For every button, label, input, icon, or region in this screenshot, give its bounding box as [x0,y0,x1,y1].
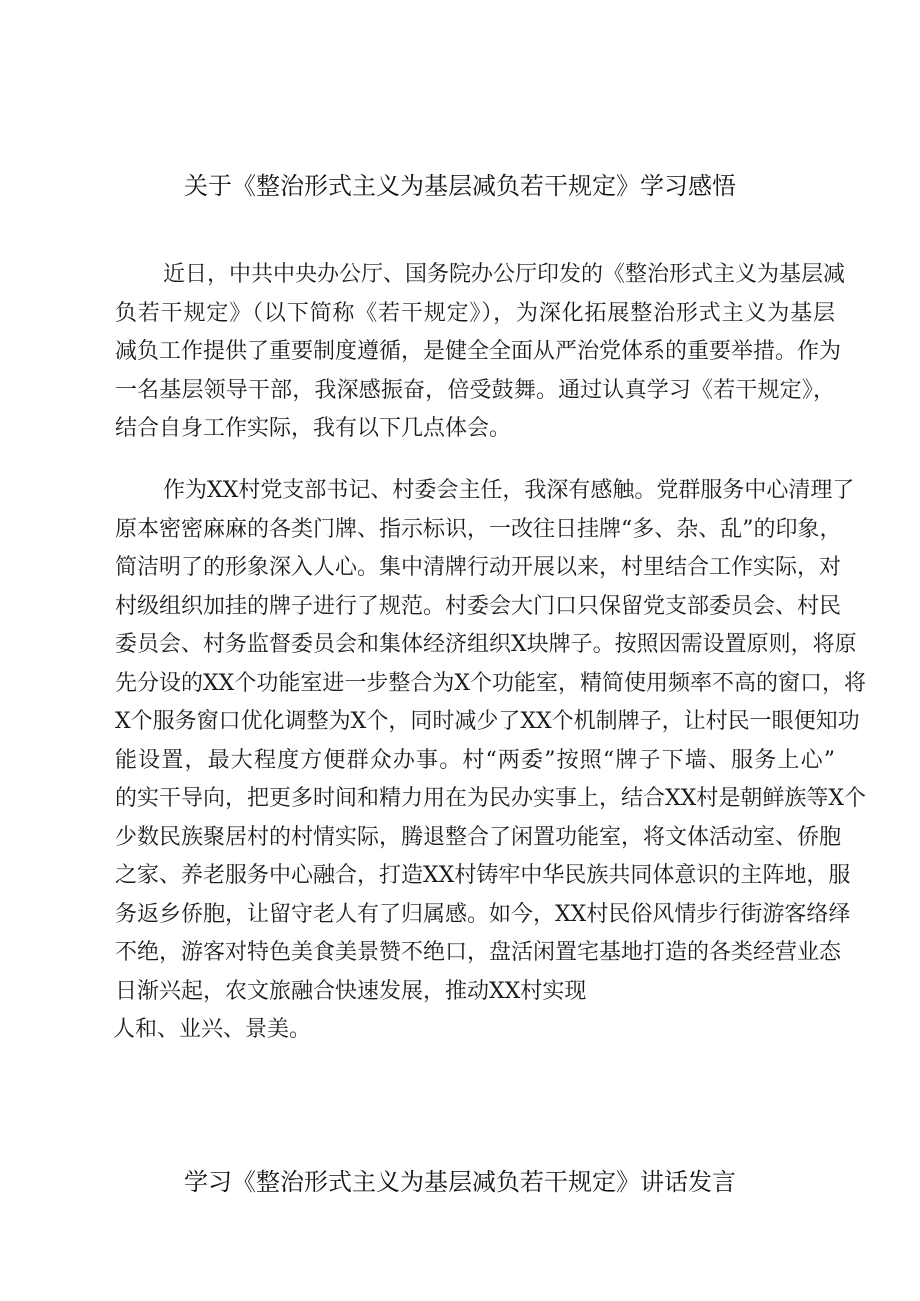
paragraph-line: 的实干导向，把更多时间和精力用在为民办实事上，结合XX村是朝鲜族等X个 [115,786,866,811]
paragraph-line: 人和、业兴、景美。 [113,1017,312,1042]
paragraph-line: 近日，中共中央办公厅、国务院办公厅印发的《整治形式主义为基层减 [163,262,846,287]
paragraph-line: 委员会、村务监督委员会和集体经济组织X块牌子。按照因需设置原则，将原 [115,632,857,657]
paragraph-line: 结合自身工作实际，我有以下几点体会。 [115,416,512,441]
paragraph-line: 减负工作提供了重要制度遵循，是健全全面从严治党体系的重要举措。作为 [115,339,842,364]
paragraph-line: 日渐兴起，农文旅融合快速发展，推动XX村实现 [115,978,587,1004]
paragraph-line: 作为XX村党支部书记、村委会主任，我深有感触。党群服务中心清理了 [163,478,855,503]
section-title: 学习《整治形式主义为基层减负若干规定》讲话发言 [184,1168,736,1196]
paragraph-line: 负若干规定》（以下简称《若干规定》），为深化拓展整治形式主义为基层 [115,300,835,326]
document-title: 关于《整治形式主义为基层减负若干规定》学习感悟 [184,172,736,200]
paragraph-line: 先分设的XX个功能室进一步整合为X个功能室，精简使用频率不高的窗口，将 [115,670,866,696]
paragraph-line: 能设置，最大程度方便群众办事。村“两委”按照“牌子下墙、服务上心” [115,747,835,773]
paragraph-line: 少数民族聚居村的村情实际，腾退整合了闲置功能室，将文体活动室、侨胞 [115,824,842,850]
paragraph-line: 原本密密麻麻的各类门牌、指示标识，一改往日挂牌“多、杂、乱”的印象， [115,516,842,542]
body-paragraph-2 [113,472,866,1050]
paragraph-line: 村级组织加挂的牌子进行了规范。村委会大门口只保留党支部委员会、村民 [115,593,842,619]
paragraph-line: 不绝，游客对特色美食美景赞不绝口，盘活闲置宅基地打造的各类经营业态 [115,940,842,965]
paragraph-line: 务返乡侨胞，让留守老人有了归属感。如今，XX村民俗风情步行街游客络绎 [115,901,851,927]
body-paragraph-1 [115,256,846,449]
paragraph-line: 简洁明了的形象深入人心。集中清牌行动开展以来，村里结合工作实际，对 [115,555,842,580]
paragraph-line: X个服务窗口优化调整为X个，同时减少了XX个机制牌子，让村民一眼便知功 [115,709,860,734]
paragraph-line: 一名基层领导干部，我深感振奋，倍受鼓舞。通过认真学习《若干规定》， [115,377,835,403]
paragraph-line: 之家、养老服务中心融合，打造XX村铸牢中华民族共同体意识的主阵地，服 [115,863,851,888]
